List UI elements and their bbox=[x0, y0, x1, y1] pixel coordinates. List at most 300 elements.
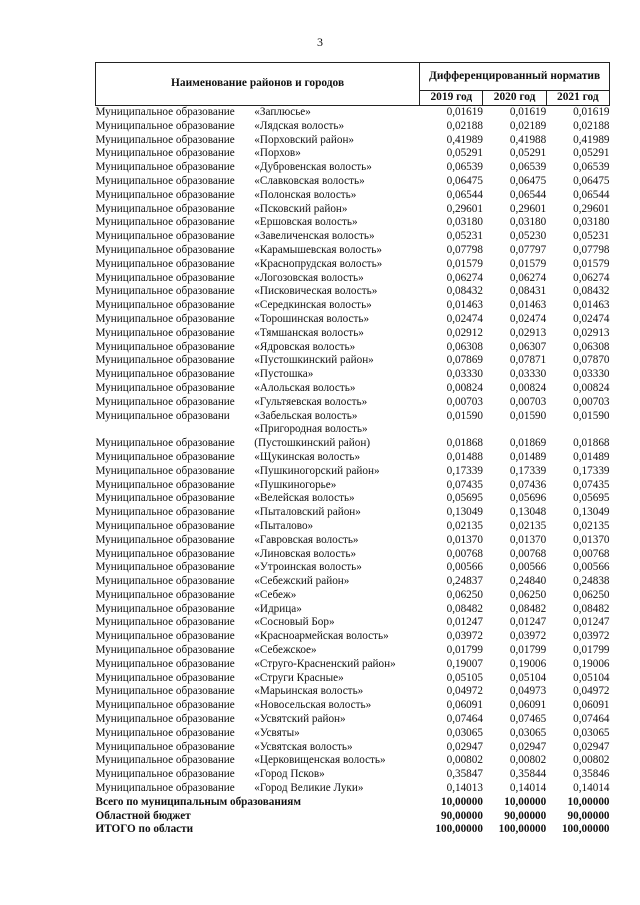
row-name-text: «Усвятский район» bbox=[254, 713, 346, 726]
table-row bbox=[96, 699, 610, 713]
value-2019: 0,00703 bbox=[446, 395, 483, 408]
table-row bbox=[96, 492, 610, 506]
row-type: Муниципальное образование bbox=[95, 381, 235, 394]
value-2019: 0,08482 bbox=[446, 602, 483, 615]
row-name bbox=[254, 603, 419, 617]
table-row bbox=[96, 520, 610, 534]
row-name bbox=[254, 216, 419, 230]
total-value-2021: 90,00000 bbox=[567, 809, 610, 822]
row-name bbox=[254, 782, 419, 796]
value-2021: 0,01590 bbox=[573, 409, 610, 422]
row-name bbox=[254, 616, 419, 630]
row-type: Муниципальное образование bbox=[95, 368, 235, 381]
value-2019: 0,01463 bbox=[446, 299, 483, 312]
row-name bbox=[254, 203, 419, 217]
value-2020: 0,08431 bbox=[509, 285, 547, 298]
row-name bbox=[254, 754, 419, 768]
row-type: Муниципальное образование bbox=[95, 326, 235, 339]
value-2020: 0,01590 bbox=[509, 409, 547, 422]
value-2019: 0,03972 bbox=[446, 630, 483, 643]
table-row bbox=[96, 396, 610, 410]
row-type: Муниципальное образование bbox=[95, 147, 235, 160]
value-2021: 0,08482 bbox=[573, 602, 610, 615]
value-2021: 0,01579 bbox=[573, 257, 610, 270]
row-type: Муниципальное образование bbox=[95, 616, 235, 629]
value-2019: 0,05291 bbox=[446, 147, 483, 160]
table-row bbox=[96, 506, 610, 520]
table-row bbox=[96, 561, 610, 575]
value-2019: 0,01247 bbox=[446, 616, 483, 629]
value-2020: 0,05104 bbox=[509, 671, 547, 684]
value-2020: 0,03972 bbox=[509, 630, 547, 643]
value-2021: 0,01868 bbox=[573, 437, 610, 450]
table-row bbox=[96, 630, 610, 644]
value-2020: 0,03065 bbox=[509, 726, 547, 739]
row-type: Муниципальное образование bbox=[95, 519, 235, 532]
row-name bbox=[254, 741, 419, 755]
row-name bbox=[254, 341, 419, 355]
total-row bbox=[96, 823, 610, 837]
row-name bbox=[254, 685, 419, 699]
value-2021: 0,07798 bbox=[573, 243, 610, 256]
value-2021: 0,07464 bbox=[573, 713, 610, 726]
row-name bbox=[254, 147, 419, 161]
row-type: Муниципальное образование bbox=[95, 437, 235, 450]
value-2019: 0,05105 bbox=[446, 671, 483, 684]
table-row bbox=[96, 341, 610, 355]
value-2020: 0,00802 bbox=[509, 754, 547, 767]
value-2019: 0,01619 bbox=[446, 106, 483, 118]
row-name bbox=[254, 465, 419, 479]
page-number: 3 bbox=[317, 35, 323, 49]
row-name-text: «Утроинская волость» bbox=[254, 561, 362, 574]
value-2019: 0,06539 bbox=[446, 161, 483, 174]
row-name bbox=[254, 313, 419, 327]
value-2021: 0,00768 bbox=[573, 547, 610, 560]
value-2020: 0,01869 bbox=[509, 437, 547, 450]
row-type: Муниципальное образование bbox=[95, 657, 235, 670]
row-name bbox=[254, 382, 419, 396]
table-row bbox=[96, 768, 610, 782]
value-2020: 0,07797 bbox=[509, 243, 547, 256]
table-row bbox=[96, 285, 610, 299]
row-name bbox=[254, 134, 419, 148]
row-type: Муниципальное образование bbox=[95, 174, 235, 187]
table-row bbox=[96, 230, 610, 244]
row-name bbox=[254, 258, 419, 272]
row-name bbox=[254, 161, 419, 175]
row-type: Муниципальное образование bbox=[95, 340, 235, 353]
row-name-text: «Псковский район» bbox=[254, 202, 348, 215]
table-row bbox=[96, 782, 610, 796]
row-type: Муниципальное образование bbox=[95, 354, 235, 367]
table-row bbox=[96, 451, 610, 465]
table-row bbox=[96, 575, 610, 589]
total-label: ИТОГО по области bbox=[95, 823, 194, 836]
value-2019: 0,29601 bbox=[446, 202, 483, 215]
value-2021: 0,35846 bbox=[573, 768, 610, 781]
value-2019: 0,01579 bbox=[446, 257, 483, 270]
row-name bbox=[254, 327, 419, 341]
value-2021: 0,00824 bbox=[573, 381, 610, 394]
row-name-text: «Линовская волость» bbox=[254, 547, 357, 560]
row-type: Муниципальное образование bbox=[95, 506, 235, 519]
table-row bbox=[96, 327, 610, 341]
row-type: Муниципальное образование bbox=[95, 230, 235, 243]
row-type: Муниципальное образование bbox=[95, 671, 235, 684]
value-2021: 0,05104 bbox=[573, 671, 610, 684]
value-2021: 0,01799 bbox=[573, 644, 610, 657]
table-row bbox=[96, 727, 610, 741]
value-2021: 0,08432 bbox=[573, 285, 610, 298]
row-name-text: «Велейская волость» bbox=[254, 492, 355, 505]
value-2020: 0,01619 bbox=[509, 106, 547, 118]
value-2021: 0,03330 bbox=[573, 368, 610, 381]
row-name-text: «Пригородная волость» bbox=[254, 423, 368, 436]
row-type: Муниципальное образование bbox=[95, 630, 235, 643]
row-name bbox=[254, 410, 419, 424]
table-row bbox=[96, 313, 610, 327]
value-2020: 0,04973 bbox=[509, 685, 547, 698]
value-2019: 0,02188 bbox=[446, 119, 483, 132]
value-2020: 0,02135 bbox=[509, 519, 547, 532]
row-name-text: «Гультяевская волость» bbox=[254, 395, 368, 408]
total-value-2021: 10,00000 bbox=[567, 795, 610, 808]
row-type: Муниципальное образование bbox=[95, 271, 235, 284]
value-2020: 0,29601 bbox=[509, 202, 547, 215]
table-row bbox=[96, 272, 610, 286]
total-row bbox=[96, 796, 610, 810]
value-2020: 0,02913 bbox=[509, 326, 547, 339]
row-name bbox=[254, 492, 419, 506]
row-type: Муниципальное образование bbox=[95, 547, 235, 560]
row-name-text: «Тямшанская волость» bbox=[254, 326, 364, 339]
table-row bbox=[96, 548, 610, 562]
row-name bbox=[254, 285, 419, 299]
value-2021: 0,01247 bbox=[573, 616, 610, 629]
value-2019: 0,03330 bbox=[446, 368, 483, 381]
row-name bbox=[254, 175, 419, 189]
value-2020: 0,07871 bbox=[509, 354, 547, 367]
row-type: Муниципальное образовани bbox=[95, 409, 230, 422]
table-row bbox=[96, 754, 610, 768]
total-value-2019: 90,00000 bbox=[441, 809, 483, 822]
row-name-text: «Торошинская волость» bbox=[254, 312, 370, 325]
row-name bbox=[254, 534, 419, 548]
row-name bbox=[254, 589, 419, 603]
value-2021: 0,14014 bbox=[573, 782, 610, 795]
table-row bbox=[96, 216, 610, 230]
row-type: Муниципальное образование bbox=[95, 699, 235, 712]
value-2021: 0,03180 bbox=[573, 216, 610, 229]
row-type: Муниципальное образование bbox=[95, 575, 235, 588]
value-2021: 0,06544 bbox=[573, 188, 610, 201]
row-type: Муниципальное образование bbox=[95, 299, 235, 312]
row-type: Муниципальное образование bbox=[95, 285, 235, 298]
value-2019: 0,01370 bbox=[446, 533, 483, 546]
total-label: Областной бюджет bbox=[95, 809, 191, 822]
row-name-text: «Пустошка» bbox=[254, 368, 314, 381]
value-2021: 0,07870 bbox=[573, 354, 610, 367]
value-2021: 0,01619 bbox=[573, 106, 610, 118]
row-type: Муниципальное образование bbox=[95, 133, 235, 146]
value-2021: 0,06091 bbox=[573, 699, 610, 712]
value-2019: 0,05231 bbox=[446, 230, 483, 243]
table-row bbox=[96, 713, 610, 727]
value-2020: 0,01489 bbox=[509, 450, 547, 463]
value-2020: 0,05696 bbox=[509, 492, 547, 505]
value-2020: 0,01799 bbox=[509, 644, 547, 657]
row-name-text: «Щукинская волость» bbox=[254, 450, 361, 463]
value-2020: 0,06307 bbox=[509, 340, 547, 353]
table-row bbox=[96, 685, 610, 699]
row-type: Муниципальное образование bbox=[95, 216, 235, 229]
row-type: Муниципальное образование bbox=[95, 533, 235, 546]
table-row bbox=[96, 410, 610, 424]
normative-table bbox=[95, 62, 610, 837]
row-name-text: «Струго-Красненский район» bbox=[254, 657, 396, 670]
row-type: Муниципальное образование bbox=[95, 492, 235, 505]
value-2021: 0,02135 bbox=[573, 519, 610, 532]
table-row bbox=[96, 244, 610, 258]
table-row bbox=[96, 465, 610, 479]
row-name bbox=[254, 368, 419, 382]
value-2019: 0,01590 bbox=[446, 409, 483, 422]
row-name bbox=[254, 713, 419, 727]
value-2021: 0,19006 bbox=[573, 657, 610, 670]
row-name-text: «Марьинская волость» bbox=[254, 685, 364, 698]
row-name-text: «Забельская волость» bbox=[254, 409, 358, 422]
row-name-text: «Алольская волость» bbox=[254, 381, 356, 394]
value-2019: 0,03180 bbox=[446, 216, 483, 229]
row-name-text: «Себежское» bbox=[254, 644, 317, 657]
row-name bbox=[254, 272, 419, 286]
row-name-text: «Струги Красные» bbox=[254, 671, 344, 684]
row-type: Муниципальное образование bbox=[95, 450, 235, 463]
row-name bbox=[254, 548, 419, 562]
value-2021: 0,13049 bbox=[573, 506, 610, 519]
row-name-text: «Логозовская волость» bbox=[254, 271, 364, 284]
value-2020: 0,41988 bbox=[509, 133, 547, 146]
value-2019: 0,17339 bbox=[446, 464, 483, 477]
value-2020: 0,06475 bbox=[509, 174, 547, 187]
total-row bbox=[96, 810, 610, 824]
row-type: Муниципальное образование bbox=[95, 188, 235, 201]
value-2020: 0,02189 bbox=[509, 119, 547, 132]
row-type: Муниципальное образование bbox=[95, 713, 235, 726]
row-type: Муниципальное образование bbox=[95, 106, 235, 118]
value-2021: 0,02913 bbox=[573, 326, 610, 339]
table-row bbox=[96, 189, 610, 203]
row-name-text: «Город Великие Луки» bbox=[254, 782, 364, 795]
row-name bbox=[254, 644, 419, 658]
table-row bbox=[96, 741, 610, 755]
row-name-text: «Идрица» bbox=[254, 602, 302, 615]
row-name-text: «Завеличенская волость» bbox=[254, 230, 375, 243]
value-2019: 0,01799 bbox=[446, 644, 483, 657]
row-name bbox=[254, 479, 419, 493]
value-2019: 0,05695 bbox=[446, 492, 483, 505]
total-value-2021: 100,00000 bbox=[561, 823, 610, 836]
row-name-text: «Пыталовский район» bbox=[254, 506, 361, 519]
value-2020: 0,03180 bbox=[509, 216, 547, 229]
value-2020: 0,02947 bbox=[509, 740, 547, 753]
row-name-text: «Ершовская волость» bbox=[254, 216, 358, 229]
row-type: Муниципальное образование bbox=[95, 754, 235, 767]
row-type: Муниципальное образование bbox=[95, 478, 235, 491]
row-name-text: «Ядровская волость» bbox=[254, 340, 356, 353]
total-value-2019: 10,00000 bbox=[441, 795, 483, 808]
row-name bbox=[254, 727, 419, 741]
row-name-text: «Карамышевская волость» bbox=[254, 243, 382, 256]
value-2020: 0,13048 bbox=[509, 506, 547, 519]
value-2021: 0,01370 bbox=[573, 533, 610, 546]
row-name-text: «Пушкиногорье» bbox=[254, 478, 337, 491]
row-name-text: «Новосельская волость» bbox=[254, 699, 372, 712]
value-2020: 0,06250 bbox=[509, 588, 547, 601]
value-2020: 0,00824 bbox=[509, 381, 547, 394]
row-name-text: «Себежский район» bbox=[254, 575, 350, 588]
value-2019: 0,03065 bbox=[446, 726, 483, 739]
value-2020: 0,01247 bbox=[509, 616, 547, 629]
header-year-2019: 2019 год bbox=[420, 91, 483, 106]
value-2019: 0,07435 bbox=[446, 478, 483, 491]
value-2020: 0,19006 bbox=[509, 657, 547, 670]
table-row bbox=[96, 354, 610, 368]
table-row bbox=[96, 534, 610, 548]
row-type: Муниципальное образование bbox=[95, 602, 235, 615]
value-2021: 0,01489 bbox=[573, 450, 610, 463]
value-2019: 0,07798 bbox=[446, 243, 483, 256]
row-name bbox=[254, 768, 419, 782]
value-2021: 0,00802 bbox=[573, 754, 610, 767]
row-name-text: «Гавровская волость» bbox=[254, 533, 359, 546]
table-row bbox=[96, 382, 610, 396]
row-name-text: «Писковическая волость» bbox=[254, 285, 378, 298]
row-type: Муниципальное образование bbox=[95, 685, 235, 698]
table-row bbox=[96, 161, 610, 175]
value-2021: 0,04972 bbox=[573, 685, 610, 698]
value-2019: 0,08432 bbox=[446, 285, 483, 298]
table-row bbox=[96, 479, 610, 493]
value-2021: 0,00566 bbox=[573, 561, 610, 574]
row-name-text: «Город Псков» bbox=[254, 768, 325, 781]
value-2020: 0,01579 bbox=[509, 257, 547, 270]
row-type: Муниципальное образование bbox=[95, 312, 235, 325]
value-2021: 0,05231 bbox=[573, 230, 610, 243]
value-2021: 0,06274 bbox=[573, 271, 610, 284]
value-2020: 0,08482 bbox=[509, 602, 547, 615]
value-2021: 0,02188 bbox=[573, 119, 610, 132]
row-name-text: «Красноармейская волость» bbox=[254, 630, 389, 643]
header-norm-col: Дифференцированный норматив bbox=[420, 63, 610, 91]
row-name bbox=[254, 520, 419, 534]
row-name-text: «Дубровенская волость» bbox=[254, 161, 372, 174]
row-type: Муниципальное образование bbox=[95, 464, 235, 477]
row-name bbox=[254, 299, 419, 313]
value-2019: 0,06250 bbox=[446, 588, 483, 601]
value-2019: 0,06091 bbox=[446, 699, 483, 712]
table-row bbox=[96, 175, 610, 189]
value-2019: 0,02135 bbox=[446, 519, 483, 532]
total-value-2019: 100,00000 bbox=[435, 823, 483, 836]
value-2021: 0,05695 bbox=[573, 492, 610, 505]
row-name-text: «Пустошкинский район» bbox=[254, 354, 374, 367]
value-2019: 0,06544 bbox=[446, 188, 483, 201]
value-2020: 0,00566 bbox=[509, 561, 547, 574]
value-2019: 0,07869 bbox=[446, 354, 483, 367]
row-name bbox=[254, 672, 419, 686]
row-name-text: «Усвяты» bbox=[254, 726, 300, 739]
row-name-text: «Славковская волость» bbox=[254, 174, 365, 187]
row-name-text: «Сосновый Бор» bbox=[254, 616, 335, 629]
table-body bbox=[96, 106, 610, 838]
value-2020: 0,07436 bbox=[509, 478, 547, 491]
table-row bbox=[96, 106, 610, 120]
row-name-text: «Порхов» bbox=[254, 147, 301, 160]
value-2021: 0,06475 bbox=[573, 174, 610, 187]
row-name-text: «Себеж» bbox=[254, 588, 297, 601]
row-name-text: «Пушкиногорский район» bbox=[254, 464, 380, 477]
row-name bbox=[254, 699, 419, 713]
total-value-2020: 100,00000 bbox=[498, 823, 547, 836]
row-name-text: «Церковищенская волость» bbox=[254, 754, 386, 767]
value-2019: 0,13049 bbox=[446, 506, 483, 519]
row-name bbox=[254, 561, 419, 575]
value-2021: 0,03065 bbox=[573, 726, 610, 739]
value-2020: 0,06091 bbox=[509, 699, 547, 712]
row-type: Муниципальное образование bbox=[95, 119, 235, 132]
value-2020: 0,06539 bbox=[509, 161, 547, 174]
value-2019: 0,06274 bbox=[446, 271, 483, 284]
value-2021: 0,07435 bbox=[573, 478, 610, 491]
table-row bbox=[96, 147, 610, 161]
value-2019: 0,06308 bbox=[446, 340, 483, 353]
value-2020: 0,05230 bbox=[509, 230, 547, 243]
table-row bbox=[96, 644, 610, 658]
value-2020: 0,05291 bbox=[509, 147, 547, 160]
row-name-text: «Полонская волость» bbox=[254, 188, 357, 201]
row-type: Муниципальное образование bbox=[95, 782, 235, 795]
value-2020: 0,24840 bbox=[509, 575, 547, 588]
value-2021: 0,29601 bbox=[573, 202, 610, 215]
row-type: Муниципальное образование bbox=[95, 644, 235, 657]
value-2020: 0,01463 bbox=[509, 299, 547, 312]
value-2020: 0,02474 bbox=[509, 312, 547, 325]
row-name-text: «Лядская волость» bbox=[254, 119, 345, 132]
row-name-text: «Середкинская волость» bbox=[254, 299, 372, 312]
table-row bbox=[96, 368, 610, 382]
header-year-2020: 2020 год bbox=[483, 91, 546, 106]
value-2020: 0,17339 bbox=[509, 464, 547, 477]
value-2019: 0,24837 bbox=[446, 575, 483, 588]
table-row bbox=[96, 603, 610, 617]
value-2020: 0,35844 bbox=[509, 768, 547, 781]
value-2019: 0,01488 bbox=[446, 450, 483, 463]
row-name bbox=[254, 230, 419, 244]
table-row bbox=[96, 658, 610, 672]
header-year-2021: 2021 год bbox=[546, 91, 609, 106]
value-2021: 0,17339 bbox=[573, 464, 610, 477]
header-name-col: Наименование районов и городов bbox=[96, 63, 420, 106]
row-name bbox=[254, 396, 419, 410]
table-row bbox=[96, 616, 610, 630]
table-row bbox=[96, 672, 610, 686]
row-type: Муниципальное образование bbox=[95, 161, 235, 174]
total-value-2020: 10,00000 bbox=[504, 795, 547, 808]
total-label: Всего по муниципальным образованиям bbox=[95, 795, 301, 808]
total-value-2020: 90,00000 bbox=[504, 809, 547, 822]
